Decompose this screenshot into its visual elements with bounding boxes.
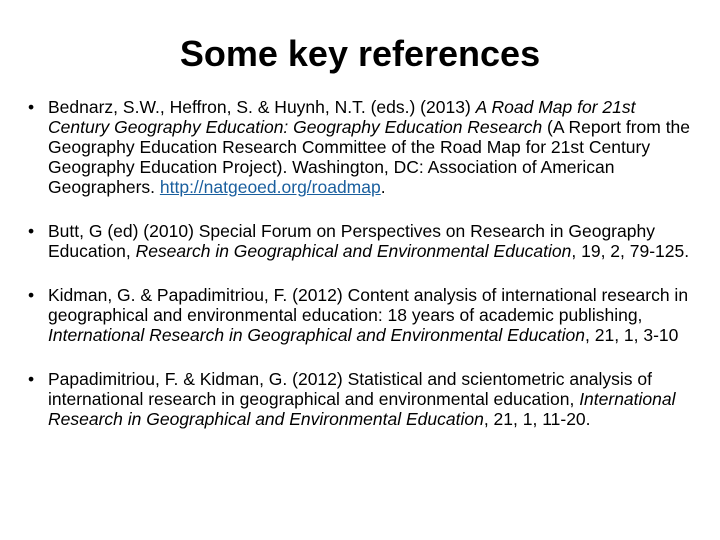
- reference-item-1: [24, 97, 696, 197]
- reference-title: A Road Map for 21st Century Geography Education: Geography Education Research: [48, 97, 636, 137]
- reference-list: [24, 97, 696, 453]
- reference-journal: International Research in Geographical and Environmental Education: [48, 325, 585, 345]
- reference-text: , 21, 1, 3-10: [585, 325, 679, 345]
- bullet-icon: •: [28, 97, 35, 117]
- reference-text: Butt, G (ed) (2010) Special Forum on Perspectives on Research in Geography Education,: [48, 221, 655, 261]
- reference-item-3: [24, 285, 696, 345]
- reference-text: Kidman, G. & Papadimitriou, F. (2012) Content analysis of international research in geographical and environmental education: 18 years of academic publishing,: [48, 285, 689, 325]
- slide-title: Some key references: [179, 33, 541, 74]
- reference-text: (A Report from the Geography Education Research Committee of the Road Map for 21st Century Geography Education Project). Washington, DC: Association of American Geographers.: [48, 117, 691, 197]
- reference-text: Papadimitriou, F. & Kidman, G. (2012) Statistical and scientometric analysis of international research in geographical and environmental education,: [48, 369, 653, 409]
- reference-item-4: [24, 369, 696, 429]
- reference-text: .: [380, 177, 386, 197]
- bullet-icon: •: [28, 285, 35, 305]
- bullet-icon: •: [28, 221, 35, 241]
- reference-item-2: [24, 221, 696, 261]
- reference-text: Bednarz, S.W., Heffron, S. & Huynh, N.T. (eds.) (2013): [48, 97, 476, 117]
- roadmap-link[interactable]: http://natgeoed.org/roadmap: [159, 177, 381, 197]
- reference-journal: International Research in Geographical and Environmental Education: [48, 389, 676, 429]
- bullet-icon: •: [28, 369, 35, 389]
- reference-journal: Research in Geographical and Environmental Education: [135, 241, 572, 261]
- reference-text: , 21, 1, 11-20.: [483, 409, 591, 429]
- reference-text: , 19, 2, 79-125.: [571, 241, 690, 261]
